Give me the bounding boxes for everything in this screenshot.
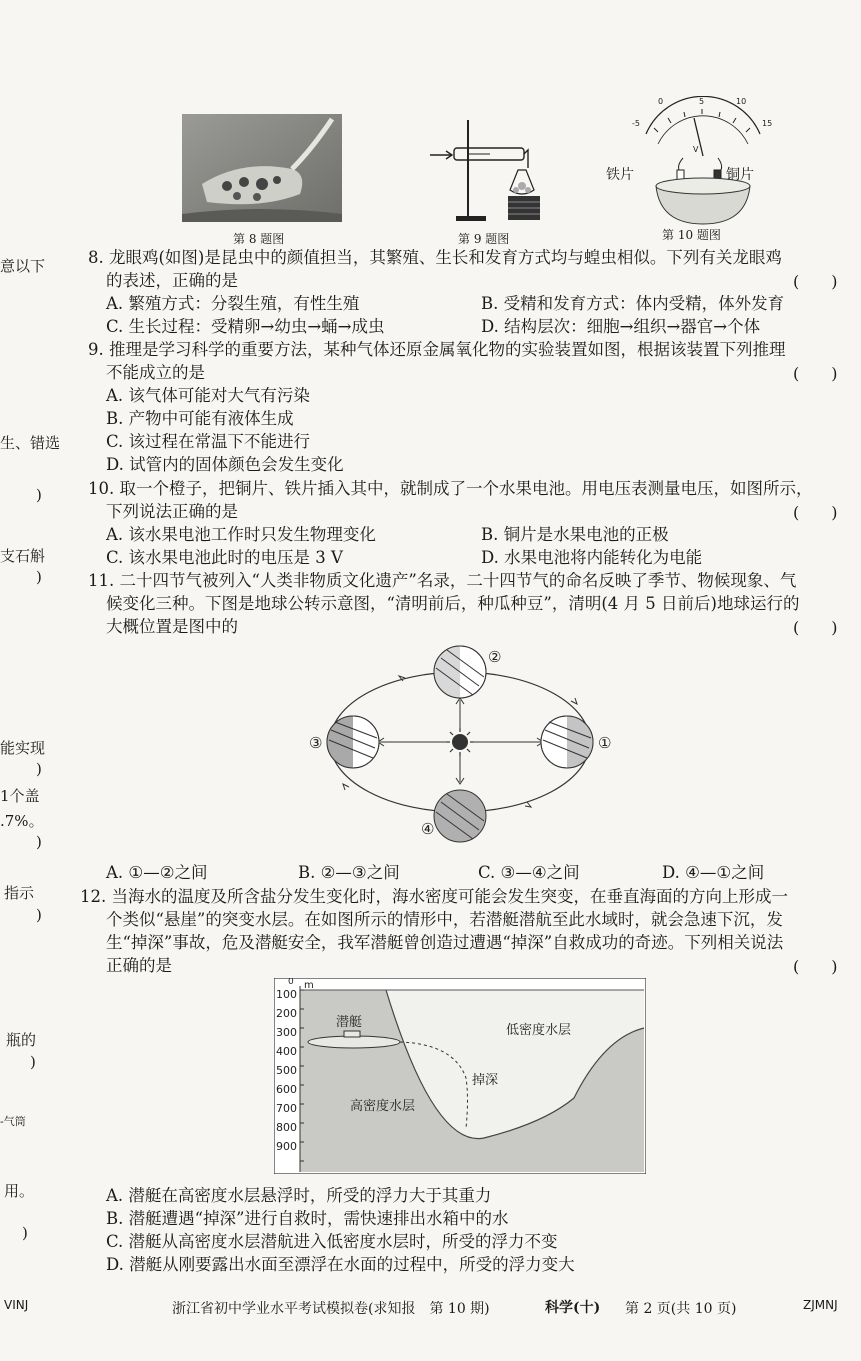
option: C. ③—④之间 bbox=[478, 863, 580, 882]
margin-text: 1个盖 bbox=[0, 787, 40, 805]
question-12-stem: 正确的是 bbox=[106, 956, 172, 975]
margin-text: 支石斛 bbox=[0, 547, 46, 565]
margin-text: .7%。 bbox=[0, 812, 44, 830]
question-11-stem: 11. 二十四节气被列入“人类非物质文化遗产”名录，二十四节气的命名反映了季节、物候现象、气 bbox=[88, 571, 797, 590]
earth-position-2 bbox=[434, 646, 486, 698]
option: B. ②—③之间 bbox=[298, 863, 400, 882]
answer-parens: ( ) bbox=[793, 272, 838, 291]
depth-tick-label: 500 bbox=[276, 1064, 297, 1077]
option: A. 繁殖方式：分裂生殖，有性生殖 bbox=[106, 294, 360, 313]
footer-subject: 科学(十) bbox=[545, 1300, 601, 1316]
question-11-stem: 候变化三种。下图是地球公转示意图，“清明前后，种瓜种豆”，清明(4 月 5 日前后)地球运行的 bbox=[106, 594, 800, 613]
option: C. 生长过程：受精卵→幼虫→蛹→成虫 bbox=[106, 317, 385, 336]
scale-label: 15 bbox=[762, 119, 773, 128]
orbit-label: ④ bbox=[421, 820, 435, 838]
low-density-label: 低密度水层 bbox=[506, 1023, 572, 1038]
scale-label: 10 bbox=[736, 97, 747, 106]
depth-tick-label: 200 bbox=[276, 1007, 297, 1020]
scale-label: 5 bbox=[699, 97, 705, 106]
margin-text: 指示 bbox=[4, 884, 35, 902]
lanternfly-photo bbox=[182, 114, 342, 222]
reduction-apparatus-diagram bbox=[430, 110, 550, 225]
margin-text: ) bbox=[36, 486, 42, 504]
question-10-stem: 下列说法正确的是 bbox=[106, 502, 238, 521]
iron-plate-label: 铁片 bbox=[606, 167, 634, 183]
option: C. 该水果电池此时的电压是 3 V bbox=[106, 548, 343, 567]
question-11-stem: 大概位置是图中的 bbox=[106, 617, 238, 636]
option: C. 潜艇从高密度水层潜航进入低密度水层时，所受的浮力不变 bbox=[106, 1232, 558, 1251]
orbit-label: ② bbox=[488, 648, 502, 666]
margin-text: ) bbox=[36, 760, 42, 778]
depth-unit: m bbox=[304, 980, 314, 991]
question-8-stem: 8. 龙眼鸡(如图)是昆虫中的颜值担当，其繁殖、生长和发育方式均与蝗虫相似。下列有关龙眼鸡 bbox=[88, 248, 782, 267]
voltmeter-unit: V bbox=[693, 145, 699, 154]
earth-position-3 bbox=[327, 716, 379, 768]
fruit-battery-diagram bbox=[628, 96, 778, 226]
scale-label: -5 bbox=[632, 119, 640, 128]
option: B. 受精和发育方式：体内受精，体外发育 bbox=[481, 294, 785, 313]
option: D. ④—①之间 bbox=[662, 863, 765, 882]
question-9-stem: 不能成立的是 bbox=[106, 363, 205, 382]
depth-tick-label: 300 bbox=[276, 1026, 297, 1039]
depth-tick-label: 600 bbox=[276, 1083, 297, 1096]
question-12-stem: 12. 当海水的温度及所含盐分发生变化时，海水密度可能会发生突变，在垂直海面的方向上形成一 bbox=[80, 887, 788, 906]
scale-label: 0 bbox=[658, 97, 664, 106]
margin-text: ) bbox=[36, 833, 42, 851]
option: B. 潜艇遭遇“掉深”进行自救时，需快速排出水箱中的水 bbox=[106, 1209, 509, 1228]
option: A. 该气体可能对大气有污染 bbox=[106, 386, 310, 405]
depth-tick-label: 100 bbox=[276, 988, 297, 1001]
option: D. 结构层次：细胞→组织→器官→个体 bbox=[481, 317, 761, 336]
answer-parens: ( ) bbox=[793, 364, 838, 383]
question-12-stem: 个类似“悬崖”的突变水层。在如图所示的情形中，若潜艇潜航至此水域时，就会急速下沉，发 bbox=[106, 910, 783, 929]
fig10-caption: 第 10 题图 bbox=[662, 228, 721, 242]
question-10-stem: 10. 取一个橙子，把铜片、铁片插入其中，就制成了一个水果电池。用电压表测量电压，如图所示， bbox=[88, 479, 813, 498]
submarine-label: 潜艇 bbox=[336, 1015, 363, 1030]
orbit-label: ① bbox=[598, 734, 612, 752]
option: A. ①—②之间 bbox=[106, 863, 208, 882]
margin-text: ) bbox=[30, 1053, 36, 1071]
depth-tick-label: 900 bbox=[276, 1140, 297, 1153]
fig8-caption: 第 8 题图 bbox=[233, 232, 285, 246]
footer-right-code: ZJMNJ bbox=[803, 1298, 838, 1312]
margin-text: ) bbox=[36, 568, 42, 586]
margin-text: 用。 bbox=[4, 1182, 35, 1200]
copper-plate-label: 铜片 bbox=[726, 167, 754, 183]
depth-tick-label: 400 bbox=[276, 1045, 297, 1058]
sea-density-diagram bbox=[274, 978, 646, 1174]
earth-position-4 bbox=[434, 790, 486, 842]
answer-parens: ( ) bbox=[793, 618, 838, 637]
earth-orbit-diagram bbox=[305, 640, 635, 850]
option: C. 该过程在常温下不能进行 bbox=[106, 432, 311, 451]
question-12-stem: 生“掉深”事故，危及潜艇安全，我军潜艇曾创造过遭遇“掉深”自救成功的奇迹。下列相关说法 bbox=[106, 933, 784, 952]
question-8-stem: 的表述，正确的是 bbox=[106, 271, 238, 290]
depth-tick-label: 0 bbox=[288, 978, 294, 987]
margin-text: -气筒 bbox=[0, 1115, 26, 1128]
depth-tick-label: 700 bbox=[276, 1102, 297, 1115]
option: D. 潜艇从刚要露出水面至漂浮在水面的过程中，所受的浮力变大 bbox=[106, 1255, 575, 1274]
option: A. 潜艇在高密度水层悬浮时，所受的浮力大于其重力 bbox=[106, 1186, 492, 1205]
answer-parens: ( ) bbox=[793, 503, 838, 522]
option: D. 水果电池将内能转化为电能 bbox=[481, 548, 703, 567]
drop-label: 掉深 bbox=[472, 1073, 499, 1088]
answer-parens: ( ) bbox=[793, 957, 838, 976]
earth-position-1 bbox=[541, 716, 593, 768]
margin-text: 生、错选 bbox=[0, 434, 61, 452]
margin-text: ) bbox=[22, 1224, 28, 1242]
margin-text: ) bbox=[36, 906, 42, 924]
option: A. 该水果电池工作时只发生物理变化 bbox=[106, 525, 376, 544]
depth-tick-label: 800 bbox=[276, 1121, 297, 1134]
option: B. 铜片是水果电池的正极 bbox=[481, 525, 669, 544]
margin-text: 瓶的 bbox=[6, 1031, 37, 1049]
margin-text: 意以下 bbox=[0, 257, 46, 275]
option: B. 产物中可能有液体生成 bbox=[106, 409, 294, 428]
orbit-label: ③ bbox=[309, 734, 323, 752]
margin-text: 能实现 bbox=[0, 739, 46, 757]
option: D. 试管内的固体颜色会发生变化 bbox=[106, 455, 344, 474]
question-9-stem: 9. 推理是学习科学的重要方法，某种气体还原金属氧化物的实验装置如图，根据该装置下列推理 bbox=[88, 340, 786, 359]
high-density-label: 高密度水层 bbox=[350, 1099, 416, 1114]
footer-title: 浙江省初中学业水平考试模拟卷(求知报 第 10 期) bbox=[172, 1301, 490, 1317]
footer-left-code: VINJ bbox=[4, 1298, 29, 1312]
footer-page: 第 2 页(共 10 页) bbox=[625, 1301, 737, 1317]
fig9-caption: 第 9 题图 bbox=[458, 232, 510, 246]
